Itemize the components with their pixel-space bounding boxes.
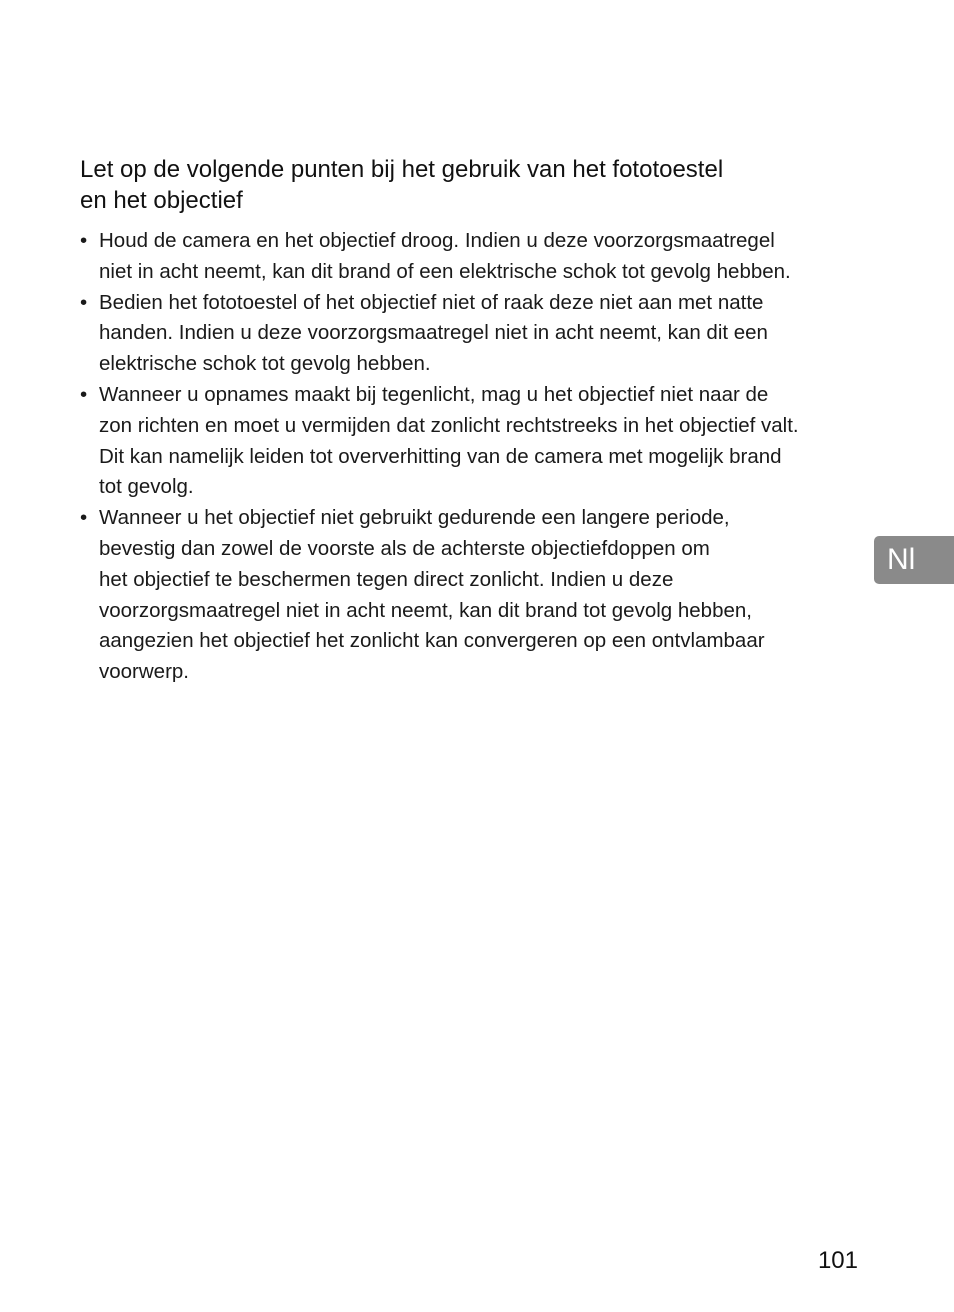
list-item-line: voorzorgsmaatregel niet in acht neemt, kan dit brand tot gevolg hebben,	[99, 598, 752, 622]
precautions-list	[80, 226, 870, 688]
page-number: 101	[817, 1247, 858, 1274]
bullet-marker: •	[80, 382, 88, 406]
bullet-marker: •	[80, 229, 88, 252]
list-item-line: Dit kan namelijk leiden tot oververhitting van de camera met mogelijk brand	[99, 444, 782, 468]
list-item-line: Houd de camera en het objectief droog. Indien u deze voorzorgsmaatregel	[99, 229, 775, 252]
section-heading	[80, 154, 870, 216]
list-item-line: Wanneer u opnames maakt bij tegenlicht, mag u het objectief niet naar de	[99, 382, 769, 406]
list-item-line: tot gevolg.	[99, 475, 194, 499]
list-item	[80, 226, 870, 288]
section-heading-line-2: en het objectief	[80, 187, 243, 214]
list-item-line: elektrische schok tot gevolg hebben.	[99, 352, 431, 376]
list-item-line: aangezien het objectief het zonlicht kan convergeren op een ontvlambaar	[99, 629, 765, 653]
list-item-line: voorwerp.	[99, 660, 190, 684]
list-item-line: zon richten en moet u vermijden dat zonlicht rechtstreeks in het objectief valt.	[99, 413, 799, 437]
list-item-line: bevestig dan zowel de voorste als de achterste objectiefdoppen om	[99, 536, 710, 560]
section-heading-line-1: Let op de volgende punten bij het gebruik van het fototoestel	[80, 156, 724, 183]
list-item	[80, 380, 870, 503]
list-item-line: Wanneer u het objectief niet gebruikt gedurende een langere periode,	[99, 506, 730, 530]
list-item	[80, 503, 870, 688]
list-item	[80, 288, 870, 380]
list-item-line: niet in acht neemt, kan dit brand of een elektrische schok tot gevolg hebben.	[99, 259, 791, 283]
language-tab: Nl	[874, 536, 954, 584]
bullet-marker: •	[80, 506, 88, 530]
list-item-line: het objectief te beschermen tegen direct zonlicht. Indien u deze	[99, 567, 674, 591]
bullet-marker: •	[80, 290, 88, 314]
list-item-line: handen. Indien u deze voorzorgsmaatregel niet in acht neemt, kan dit een	[99, 321, 768, 345]
list-item-line: Bedien het fototoestel of het objectief niet of raak deze niet aan met natte	[99, 290, 764, 314]
